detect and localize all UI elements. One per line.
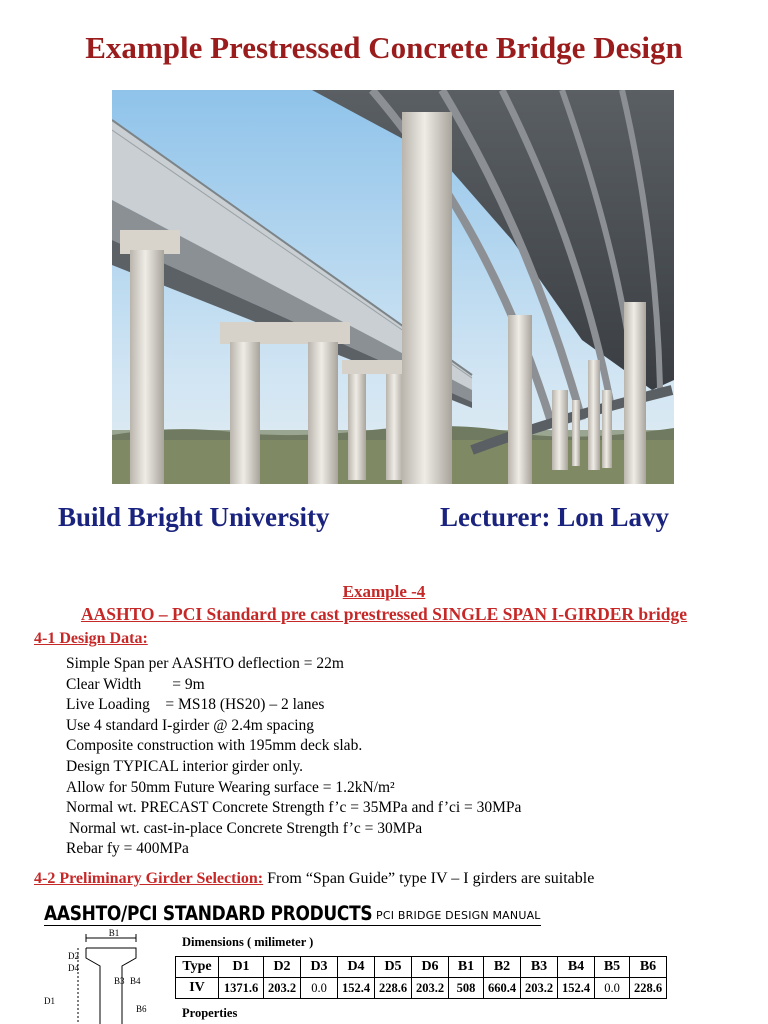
table-header-cell: B3 <box>521 957 558 978</box>
table-cell: 660.4 <box>484 978 521 999</box>
table-header-cell: Type <box>176 957 219 978</box>
products-title <box>44 904 541 926</box>
girder-selection-text: From “Span Guide” type IV – I girders are suitable <box>263 870 595 887</box>
table-header-cell: B4 <box>558 957 595 978</box>
list-item: Normal wt. cast-in-place Concrete Strength f’c = 30MPa <box>69 819 423 837</box>
properties-caption: Properties <box>182 1006 238 1020</box>
table-header-cell: B1 <box>449 957 484 978</box>
table-header-cell: B5 <box>595 957 630 978</box>
table-cell: 203.2 <box>264 978 301 999</box>
list-item: Normal wt. PRECAST Concrete Strength f’c = 35MPa and f’ci = 30MPa <box>66 799 522 817</box>
table-cell: 228.6 <box>375 978 412 999</box>
lecturer-name: Lecturer: Lon Lavy <box>440 502 669 532</box>
bridge-photo <box>112 90 674 484</box>
list-item: Composite construction with 195mm deck slab. <box>66 737 363 755</box>
table-row <box>176 978 667 999</box>
table-cell: 203.2 <box>412 978 449 999</box>
list-item: Design TYPICAL interior girder only. <box>66 757 304 775</box>
girder-selection-line <box>34 870 594 888</box>
girder-selection-label: 4-2 Preliminary Girder Selection: <box>34 870 264 887</box>
table-cell: 508 <box>449 978 484 999</box>
table-cell: 152.4 <box>558 978 595 999</box>
table-cell: IV <box>176 978 219 999</box>
table-header-cell: D4 <box>338 957 375 978</box>
design-data-list <box>66 654 521 860</box>
list-item: Use 4 standard I-girder @ 2.4m spacing <box>66 716 314 734</box>
table-cell: 1371.6 <box>219 978 264 999</box>
list-item: Allow for 50mm Future Wearing surface = 1.2kN/m² <box>66 778 395 796</box>
table-header-cell: B2 <box>484 957 521 978</box>
list-item: Live Loading = MS18 (HS20) – 2 lanes <box>66 696 325 714</box>
diagram-label-b1: B1 <box>108 928 120 938</box>
diagram-label-d4: D4 <box>68 963 79 973</box>
table-header-cell: D1 <box>219 957 264 978</box>
table-cell: 152.4 <box>338 978 375 999</box>
list-item: Simple Span per AASHTO deflection = 22m <box>66 655 344 672</box>
products-title-main: AASHTO/PCI STANDARD PRODUCTS <box>44 902 373 926</box>
girder-dimensions-table <box>175 956 667 999</box>
products-manual-name: PCI BRIDGE DESIGN MANUAL <box>372 909 541 922</box>
university-name: Build Bright University <box>58 502 330 532</box>
design-data-label: 4-1 Design Data: <box>34 630 148 647</box>
table-header-row <box>176 957 667 978</box>
diagram-label-b6: B6 <box>136 1004 147 1014</box>
diagram-label-d2: D2 <box>68 951 79 961</box>
table-header-cell: D5 <box>375 957 412 978</box>
table-cell: 0.0 <box>301 978 338 999</box>
diagram-label-d1: D1 <box>44 996 55 1006</box>
dimensions-caption: Dimensions ( milimeter ) <box>182 935 314 949</box>
example-subtitle: AASHTO – PCI Standard pre cast prestressed SINGLE SPAN I-GIRDER bridge <box>80 604 688 624</box>
table-cell: 0.0 <box>595 978 630 999</box>
page-title: Example Prestressed Concrete Bridge Design <box>85 30 683 65</box>
diagram-label-b4: B4 <box>130 976 141 986</box>
girder-section-diagram <box>36 926 156 1024</box>
table-header-cell: B6 <box>630 957 667 978</box>
list-item: Rebar fy = 400MPa <box>66 840 189 858</box>
table-header-cell: D3 <box>301 957 338 978</box>
diagram-label-b3: B3 <box>114 976 125 986</box>
example-heading: Example -4 <box>342 582 426 601</box>
table-cell: 228.6 <box>630 978 667 999</box>
table-cell: 203.2 <box>521 978 558 999</box>
list-item: Clear Width = 9m <box>66 675 205 693</box>
table-header-cell: D2 <box>264 957 301 978</box>
table-header-cell: D6 <box>412 957 449 978</box>
